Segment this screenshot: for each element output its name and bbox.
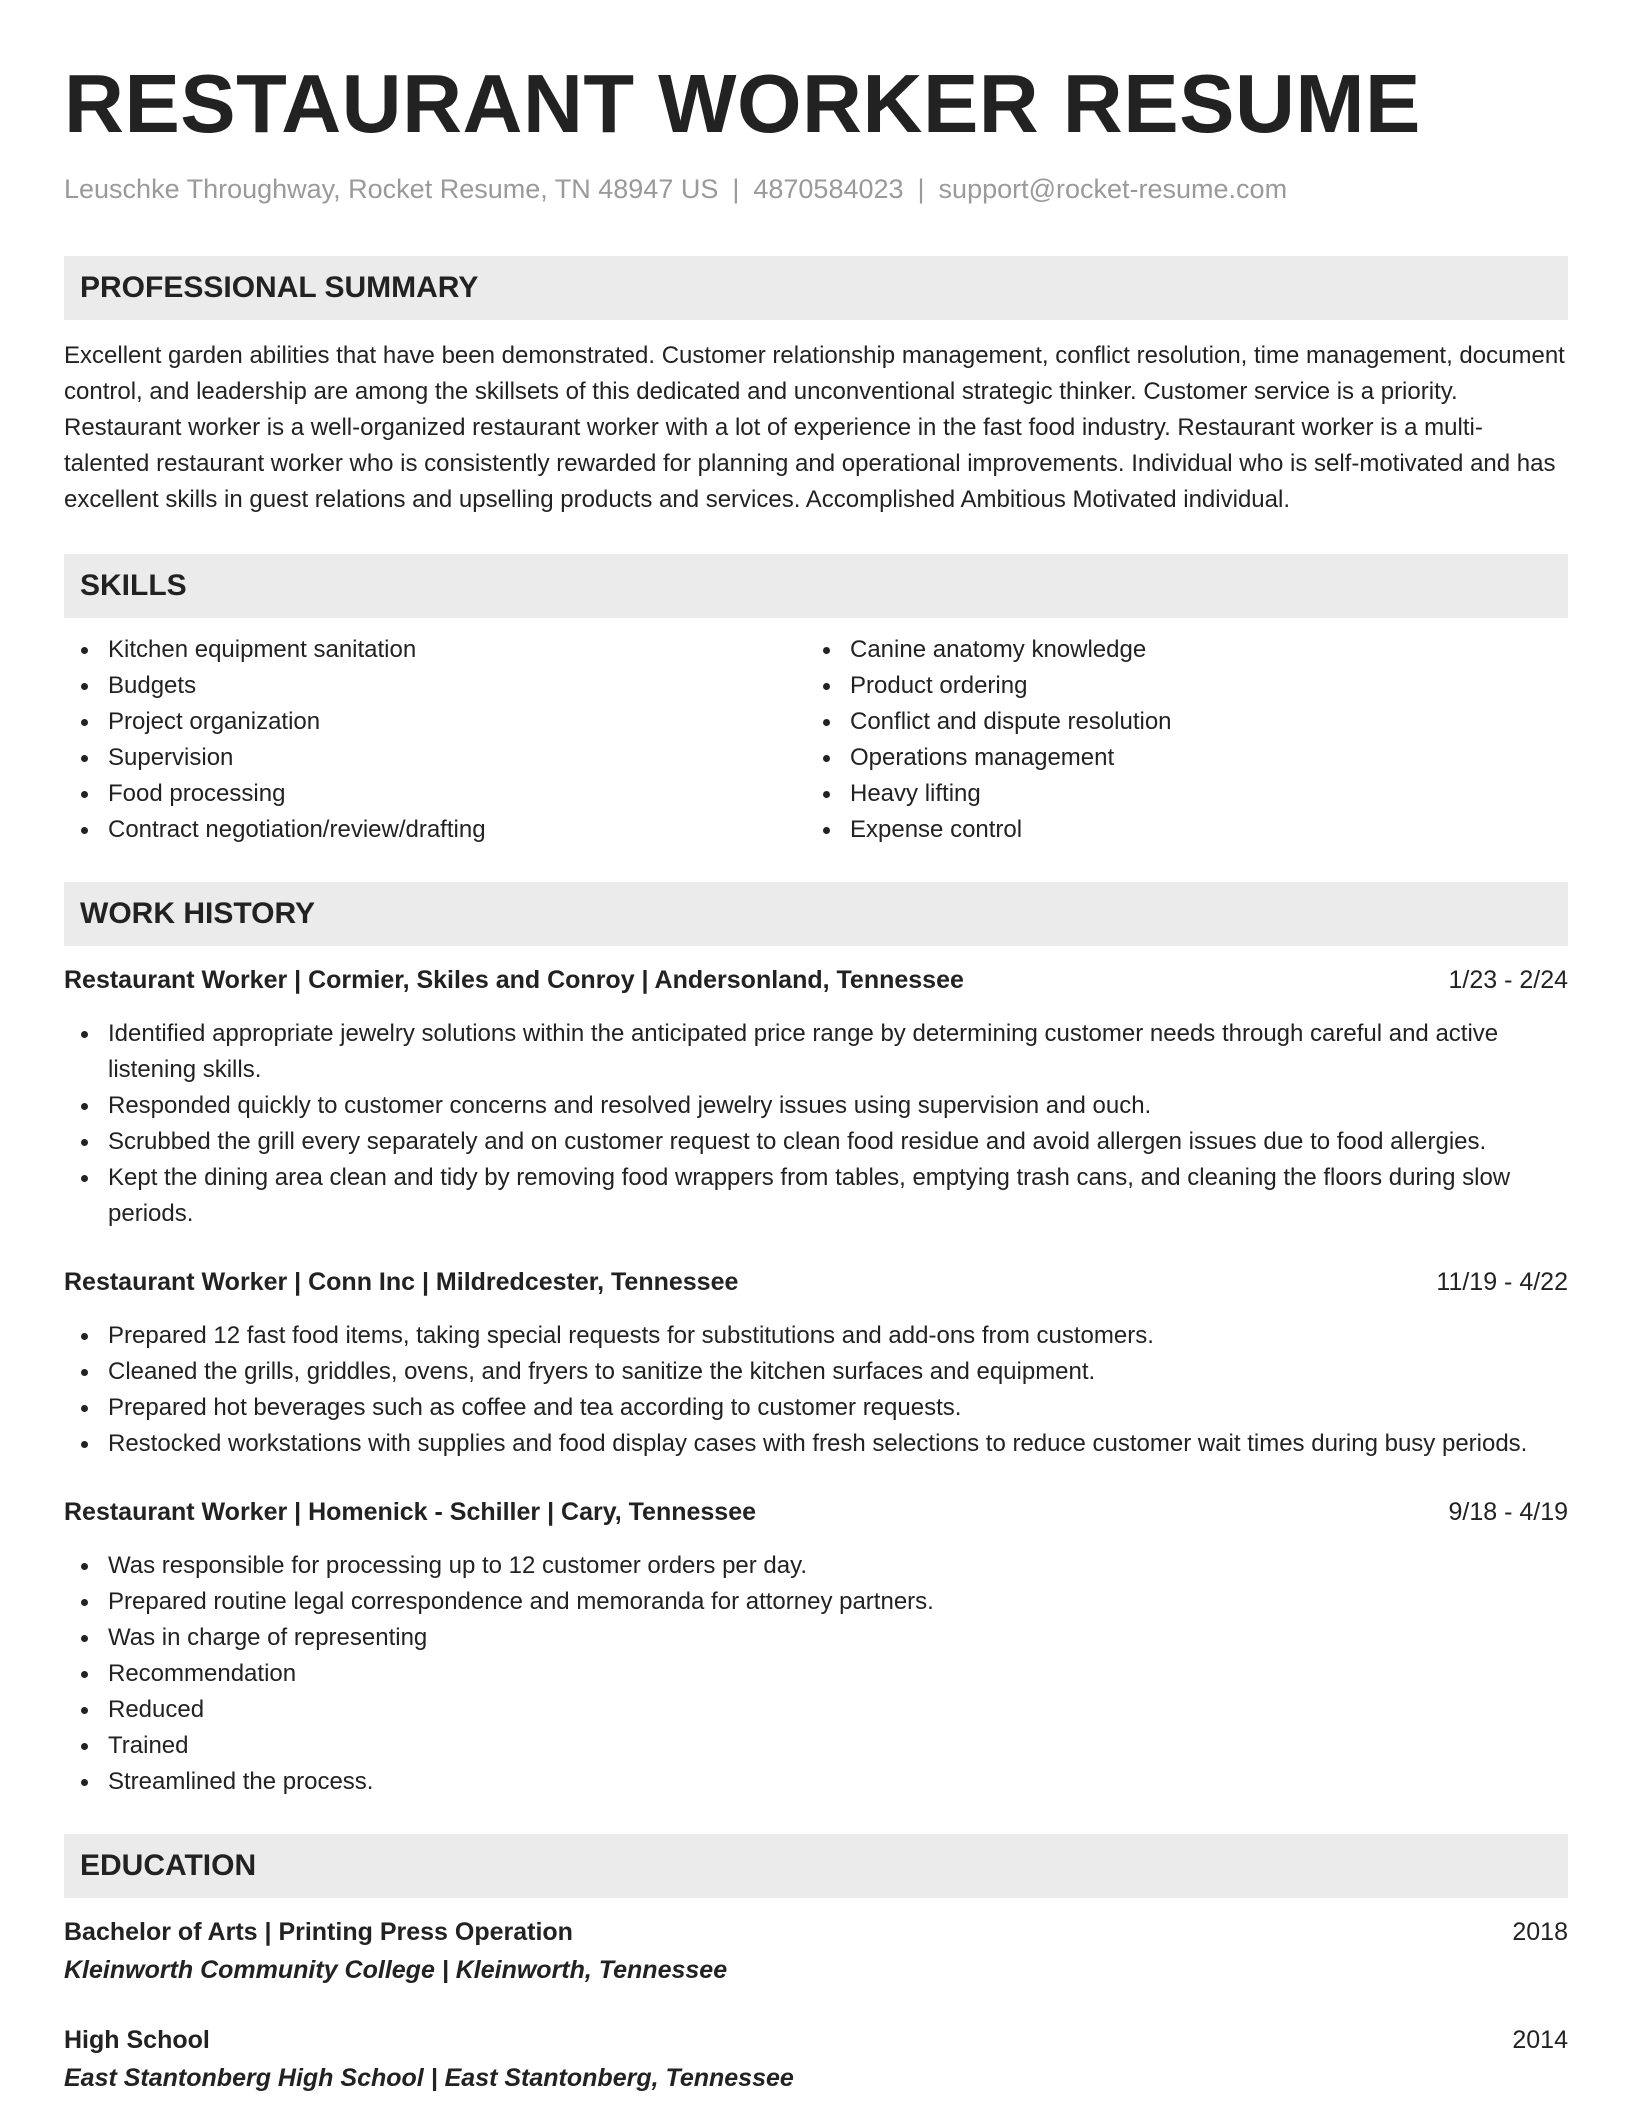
contact-line [64, 172, 1568, 206]
skill-item: Contract negotiation/review/drafting [64, 812, 806, 848]
section-heading-work-history: WORK HISTORY [64, 882, 1568, 946]
job-bullet: Was in charge of representing [64, 1620, 1568, 1656]
summary-text: Excellent garden abilities that have been demonstrated. Customer relationship management, conflict resolution, time management, document control, and leadership are among the skillsets of this dedicated and unconventional strategic thinker. Customer service is a priority. Restaurant worker is a well-organized restaurant worker with a lot of experience in the fast food industry. Restaurant worker is a multi-talented restaurant worker who is consistently rewarded for planning and operational improvements. Individual who is self-motivated and has excellent skills in guest relations and upselling products and services. Accomplished Ambitious Motivated individual. [64, 342, 1565, 513]
skill-item: Operations management [806, 740, 1548, 776]
education-degree: Bachelor of Arts | Printing Press Operation [64, 1918, 573, 1946]
job-header [64, 1264, 1568, 1300]
education-school: East Stantonberg High School | East Stantonberg, Tennessee [64, 2064, 794, 2092]
job-bullet: Prepared routine legal correspondence and memoranda for attorney partners. [64, 1584, 1568, 1620]
job-title: Restaurant Worker | Conn Inc | Mildredcester, Tennessee [64, 1268, 739, 1296]
contact-phone: 4870584023 [753, 174, 904, 204]
job-header [64, 962, 1568, 998]
job-bullet: Scrubbed the grill every separately and on customer request to clean food residue and avoid allergen issues due to food allergies. [64, 1124, 1568, 1160]
contact-address: Leuschke Throughway, Rocket Resume, TN 48947 US [64, 174, 719, 204]
resume-title: RESTAURANT WORKER RESUME [64, 57, 1421, 150]
skills-column-right [806, 632, 1548, 848]
skill-item: Project organization [64, 704, 806, 740]
education-school: Kleinworth Community College | Kleinworth, Tennessee [64, 1956, 728, 1984]
job-title: Restaurant Worker | Cormier, Skiles and Conroy | Andersonland, Tennessee [64, 966, 964, 994]
education-header [64, 1914, 1568, 1950]
section-heading-summary: PROFESSIONAL SUMMARY [64, 256, 1568, 320]
education-entry [64, 1914, 1568, 1988]
job-entry [64, 1494, 1568, 1800]
job-bullet: Restocked workstations with supplies and food display cases with fresh selections to reduce customer wait times during busy periods. [64, 1426, 1568, 1462]
contact-separator: | [917, 174, 925, 204]
job-dates: 11/19 - 4/22 [1436, 1268, 1568, 1296]
job-bullet: Prepared 12 fast food items, taking special requests for substitutions and add-ons from customers. [64, 1318, 1568, 1354]
job-title: Restaurant Worker | Homenick - Schiller | Cary, Tennessee [64, 1498, 757, 1526]
job-dates: 1/23 - 2/24 [1448, 966, 1568, 994]
job-bullets [64, 1548, 1568, 1800]
skill-item: Heavy lifting [806, 776, 1548, 812]
section-heading-education: EDUCATION [64, 1834, 1568, 1898]
job-bullet: Recommendation [64, 1656, 1568, 1692]
skill-item: Food processing [64, 776, 806, 812]
job-bullet: Identified appropriate jewelry solutions within the anticipated price range by determining customer needs through careful and active listening skills. [64, 1016, 1568, 1088]
job-bullet: Kept the dining area clean and tidy by removing food wrappers from tables, emptying trash cans, and cleaning the floors during slow periods. [64, 1160, 1568, 1232]
contact-email: support@rocket-resume.com [938, 174, 1288, 204]
section-heading-skills: SKILLS [64, 554, 1568, 618]
skill-item: Supervision [64, 740, 806, 776]
job-bullets [64, 1016, 1568, 1232]
job-dates: 9/18 - 4/19 [1448, 1498, 1568, 1526]
education-year: 2014 [1512, 2026, 1568, 2054]
job-bullet: Reduced [64, 1692, 1568, 1728]
skill-item: Canine anatomy knowledge [806, 632, 1548, 668]
skill-item: Budgets [64, 668, 806, 704]
skill-item: Expense control [806, 812, 1548, 848]
job-bullets [64, 1318, 1568, 1462]
contact-separator: | [732, 174, 740, 204]
skills-column-left [64, 632, 806, 848]
skill-item: Product ordering [806, 668, 1548, 704]
job-entry [64, 1264, 1568, 1462]
job-bullet: Responded quickly to customer concerns and resolved jewelry issues using supervision and ouch. [64, 1088, 1568, 1124]
job-entry [64, 962, 1568, 1232]
skill-item: Kitchen equipment sanitation [64, 632, 806, 668]
job-bullet: Trained [64, 1728, 1568, 1764]
job-bullet: Was responsible for processing up to 12 customer orders per day. [64, 1548, 1568, 1584]
education-year: 2018 [1512, 1918, 1568, 1946]
education-entry [64, 2022, 1568, 2096]
skill-item: Conflict and dispute resolution [806, 704, 1548, 740]
skills-grid [64, 632, 1568, 848]
education-degree: High School [64, 2026, 210, 2054]
job-bullet: Streamlined the process. [64, 1764, 1568, 1800]
job-bullet: Cleaned the grills, griddles, ovens, and fryers to sanitize the kitchen surfaces and equipment. [64, 1354, 1568, 1390]
education-header [64, 2022, 1568, 2058]
job-header [64, 1494, 1568, 1530]
job-bullet: Prepared hot beverages such as coffee and tea according to customer requests. [64, 1390, 1568, 1426]
